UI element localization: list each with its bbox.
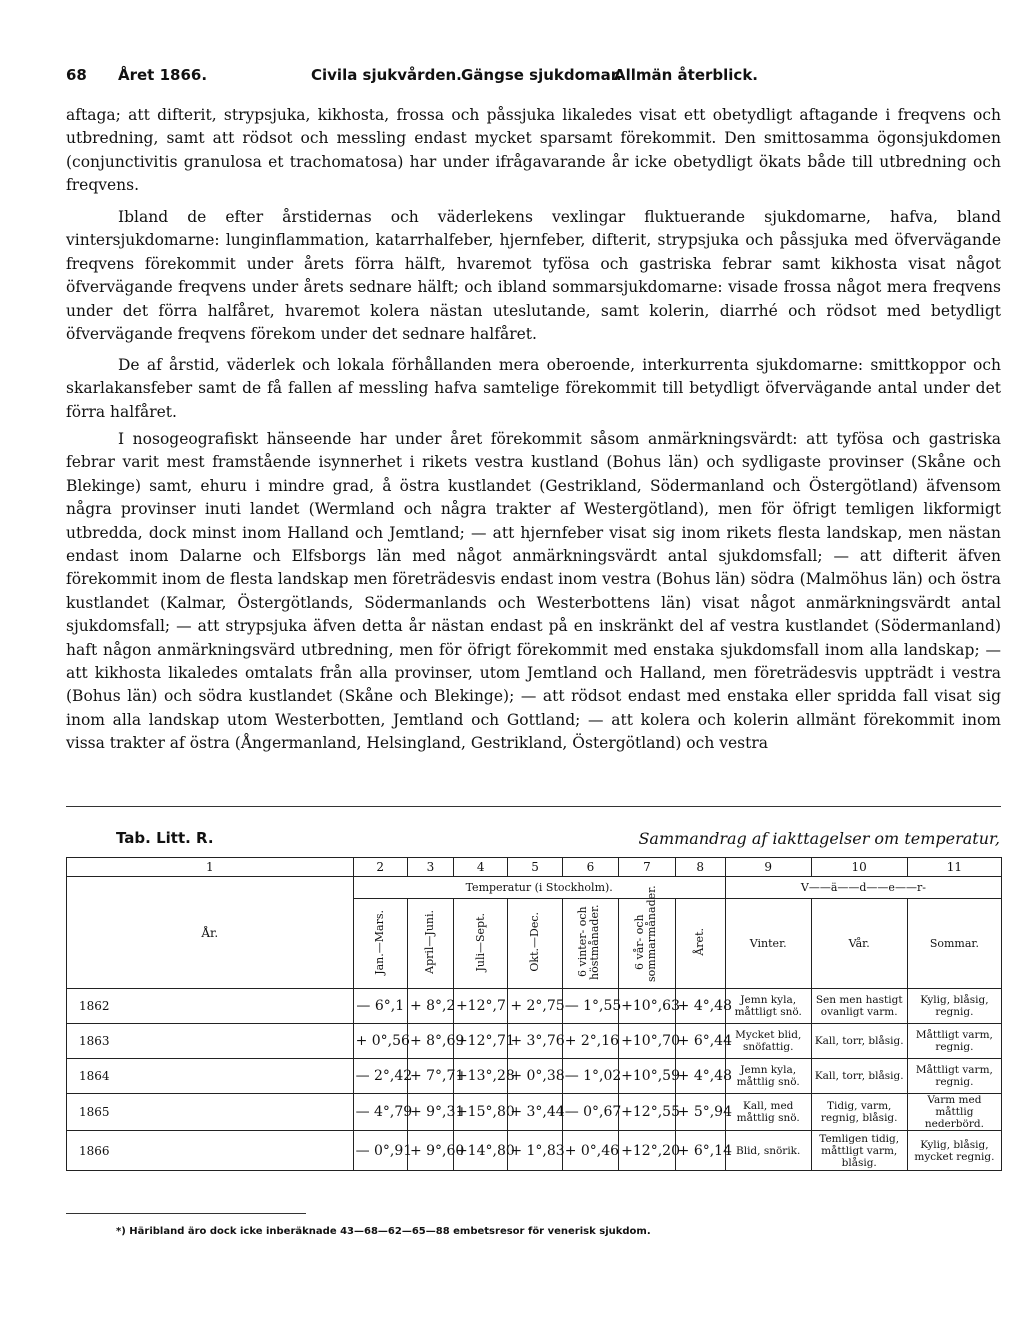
cell-t6: +10°,59 [619, 1059, 675, 1094]
header-jan-mars: Jan.—Mars. [373, 909, 387, 975]
cell-spring: Kall, torr, blåsig. [811, 1024, 907, 1059]
cell-summer: Kylig, blåsig, regnig. [907, 989, 1001, 1024]
table-row [67, 989, 1002, 1024]
paragraph-1: aftaga; att difterit, strypsjuka, kikhosta, frossa och påssjuka likaledes visat ett obetydligt aftagande i freqvens och utbredning, samt att rödsot och messling endast mycket sparsamt förekommit. Den smittosamma ögonsjukdomen (conjunctivitis granulosa et trachomatosa) har under ifrågavarande år icke obetydligt ökats både till utbredning och freqvens. [66, 106, 1001, 195]
paragraph-4: I nosogeografiskt hänseende har under året förekommit såsom anmärkningsvärdt: att tyfösa och gastriska febrar varit mest framstående isynnerhet i rikets vestra kustland (Bohus län) och sydligaste provinser (Skåne och Blekinge) samt, ehuru i mindre grad, å östra kustlandet (Gestrikland, Södermanland och Östergötland) äfvensom några provinser inuti landet (Wermland och några trakter af Westergötland), men för öfrigt temligen likformigt utbredda, dock minst inom Halland och Jemtland; — att hjernfeber visat sig inom rikets flesta landskap, men nästan endast inom Dalarne och Elfsborgs län med något anmärkningsvärdt antal sjukdomsfall; — att difterit äfven förekommit inom de flesta landskap men företrädesvis endast inom vestra (Bohus län) södra (Malmöhus län) och östra kustlandet (Kalmar, Östergötlands, Södermanlands och Westerbottens län) visat något anmärkningsvärdt antal sjukdomsfall; — att strypsjuka äfven detta år nästan endast på en inskränkt del af vestra kustlandet (Södermanland) haft någon anmärkningsvärd utbredning, men för öfrigt förekommit med enstaka sjukdomsfall inom alla landskap; — att kikhosta likaledes omtalats från alla provinser, utom Jemtland och Halland, men företrädesvis uppträdt i vestra (Bohus län) och södra kustlandet (Skåne och Blekinge); — att rödsot endast med enstaka eller spridda fall visat sig inom alla landskap utom Westerbotten, Jemtland och Gottland; — att kolera och kolerin allmänt förekommit inom vissa trakter af östra (Ångermanland, Helsingland, Gestrikland, Östergötland) och vestra [66, 430, 1001, 753]
paragraph-2: Ibland de efter årstidernas och väderlekens vexlingar fluktuerande sjukdomarne, hafva, bland vintersjukdomarne: lunginflammation, katarrhalfeber, hjernfeber, difterit, strypsjuka och påssjuka med öfvervägande freqvens förekommit under årets förra hälft, hvaremot tyfösa och gastriska febrar samt kikhosta visat något öfvervägande freqvens under årets sednare hälft; och ibland sommarsjukdomarne: visade frossa något mera freqvens under det förra halfåret, hvaremot kolera nästan uteslutande, samt kolerin, diarrhé och rödsot med betydligt öfvervägande freqvens förekom under det sednare halfåret. [66, 208, 1001, 344]
cell-t1: — 6°,1 [353, 989, 407, 1024]
cell-spring: Kall, torr, blåsig. [811, 1059, 907, 1094]
footnote: *) Häribland äro dock icke inberäknade 43—68—62—65—88 embetsresor för venerisk sjukdom. [116, 1226, 651, 1237]
header-winter-autumn-months: 6 vinter- och höstmånader. [576, 904, 602, 980]
col-num: 5 [508, 858, 562, 877]
header-winter: Vinter. [725, 899, 811, 989]
cell-t4: + 0°,38 [508, 1059, 562, 1094]
table-caption: Sammandrag af iakttagelser om temperatur, [638, 829, 1000, 848]
cell-t6: +10°,70 [619, 1024, 675, 1059]
cell-winter: Mycket blid, snöfattig. [725, 1024, 811, 1059]
row-year: 1863 [67, 1024, 354, 1059]
cell-t6: +12°,55 [619, 1094, 675, 1131]
cell-spring: Temligen tidig, måttligt varm, blåsig. [811, 1131, 907, 1171]
cell-t7: + 4°,48 [675, 1059, 725, 1094]
table-row [67, 1059, 1002, 1094]
col-num: 7 [619, 858, 675, 877]
year-header: År. [67, 877, 354, 989]
footnote-divider [66, 1213, 306, 1214]
cell-winter: Jemn kyla, måttlig snö. [725, 1059, 811, 1094]
header-juli-sept: Juli—Sept. [473, 912, 487, 972]
cell-winter: Blid, snörik. [725, 1131, 811, 1171]
cell-t3: +12°,71 [453, 1024, 507, 1059]
cell-t7: + 5°,94 [675, 1094, 725, 1131]
header-okt-dec: Okt.—Dec. [528, 912, 542, 972]
table-label: Tab. Litt. R. [116, 829, 214, 847]
table-row [67, 1024, 1002, 1059]
cell-t7: + 4°,48 [675, 989, 725, 1024]
table-row [67, 1131, 1002, 1171]
cell-t3: +15°,80 [453, 1094, 507, 1131]
row-year: 1865 [67, 1094, 354, 1131]
col-num: 8 [675, 858, 725, 877]
cell-t6: +12°,20 [619, 1131, 675, 1171]
cell-t5: — 1°,02 [562, 1059, 618, 1094]
cell-t2: + 8°,2 [407, 989, 453, 1024]
cell-spring: Sen men hastigt ovanligt varm. [811, 989, 907, 1024]
col-num: 3 [407, 858, 453, 877]
cell-t3: +13°,28 [453, 1059, 507, 1094]
col-num: 4 [453, 858, 507, 877]
col-num: 9 [725, 858, 811, 877]
cell-t5: + 2°,16 [562, 1024, 618, 1059]
cell-t1: — 0°,91 [353, 1131, 407, 1171]
divider [66, 806, 1001, 807]
row-year: 1864 [67, 1059, 354, 1094]
cell-t1: + 0°,56 [353, 1024, 407, 1059]
temperature-table [66, 857, 1002, 1171]
cell-summer: Måttligt varm, regnig. [907, 1059, 1001, 1094]
col-num: 1 [67, 858, 354, 877]
cell-t2: + 9°,60 [407, 1131, 453, 1171]
cell-t4: + 3°,76 [508, 1024, 562, 1059]
cell-t2: + 9°,31 [407, 1094, 453, 1131]
temperature-group-header: Temperatur (i Stockholm). [353, 877, 725, 899]
page-number: 68 [66, 66, 87, 84]
header-april-juni: April—Juni. [423, 910, 437, 974]
cell-t1: — 4°,79 [353, 1094, 407, 1131]
row-year: 1866 [67, 1131, 354, 1171]
year-title: Året 1866. [118, 66, 208, 84]
cell-t2: + 8°,69 [407, 1024, 453, 1059]
cell-summer: Varm med måttlig nederbörd. [907, 1094, 1001, 1131]
col-num: 6 [562, 858, 618, 877]
weather-group-header: V——ä——d——e——r- [725, 877, 1001, 899]
cell-t3: +12°,7 [453, 989, 507, 1024]
header-spring: Vår. [811, 899, 907, 989]
cell-t4: + 3°,44 [508, 1094, 562, 1131]
cell-summer: Måttligt varm, regnig. [907, 1024, 1001, 1059]
column-number-row [67, 858, 1002, 877]
row-year: 1862 [67, 989, 354, 1024]
cell-t2: + 7°,71 [407, 1059, 453, 1094]
cell-winter: Jemn kyla, måttligt snö. [725, 989, 811, 1024]
header-summer: Sommar. [907, 899, 1001, 989]
cell-t5: — 1°,55 [562, 989, 618, 1024]
cell-t7: + 6°,44 [675, 1024, 725, 1059]
cell-summer: Kylig, blåsig, mycket regnig. [907, 1131, 1001, 1171]
col-num: 11 [907, 858, 1001, 877]
table-row [67, 1094, 1002, 1131]
col-num: 10 [811, 858, 907, 877]
cell-spring: Tidig, varm, regnig, blåsig. [811, 1094, 907, 1131]
cell-t5: + 0°,46 [562, 1131, 618, 1171]
section-title-1: Civila sjukvården. [311, 66, 462, 84]
cell-winter: Kall, med måttlig snö. [725, 1094, 811, 1131]
section-title-2: Gängse sjukdomar. [461, 66, 622, 84]
paragraph-3: De af årstid, väderlek och lokala förhållanden mera oberoende, interkurrenta sjukdomarne: smittkoppor och skarlakansfeber samt de få fallen af messling hafva samtelige förekommit till betydligt öfvervägande antal under det förra halfåret. [66, 356, 1001, 421]
page-header [66, 66, 966, 88]
header-year: Året. [693, 928, 707, 956]
cell-t1: — 2°,42 [353, 1059, 407, 1094]
header-spring-summer-months: 6 vår- och sommarmånader. [632, 885, 658, 982]
cell-t4: + 1°,83 [508, 1131, 562, 1171]
col-num: 2 [353, 858, 407, 877]
cell-t5: — 0°,67 [562, 1094, 618, 1131]
cell-t3: +14°,80 [453, 1131, 507, 1171]
cell-t7: + 6°,14 [675, 1131, 725, 1171]
cell-t4: + 2°,75 [508, 989, 562, 1024]
section-title-3: Allmän återblick. [614, 66, 758, 84]
cell-t6: +10°,63 [619, 989, 675, 1024]
